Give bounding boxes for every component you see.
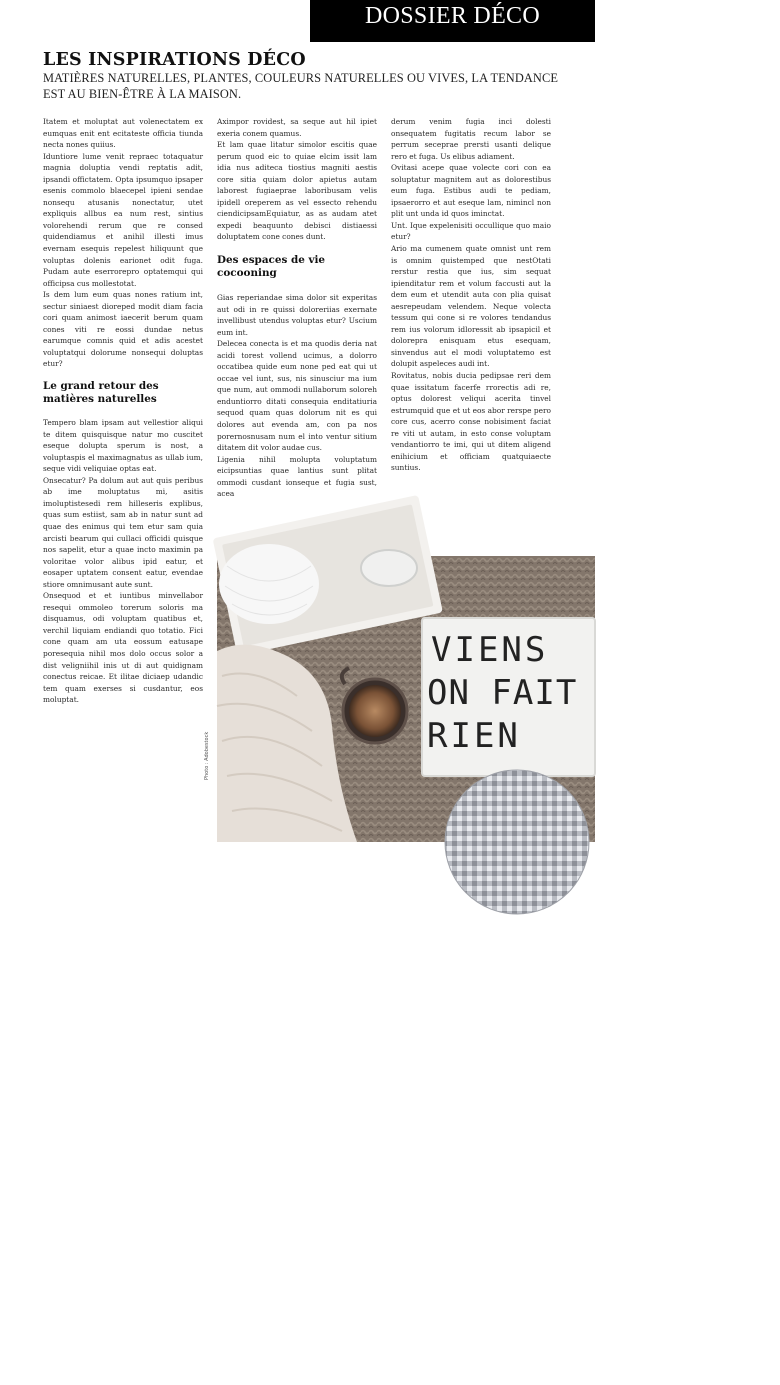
lightbox-sign [422, 618, 595, 776]
paragraph: Ligenia nihil molupta voluptatum eicipsuntias quae lantius sunt plitat ommodi cusdant ionseque et fugia sust, acea [217, 454, 377, 499]
paragraph: Onsequod et et iuntibus minvellabor resequi ommoleo torerum soloris ma disquamus, odi voluptam quatibus et, verchil liquiam endiandi quo totatio. Fici cone quam am uta eossum eatusape poresequia nihil mos dolo occus solor a dist veligniihil inis ut di aut quidignam conectus reicae. Et ilitae diciaep udandic tem quam exerses si cusdantur, eos moluptat. [43, 591, 203, 705]
disco-ball [445, 770, 589, 914]
paragraph: Gias reperiandae sima dolor sit experitas aut odi in re quissi doloreriias exernate invellibust utendus voluptas etur? Uscium eum int. [217, 293, 377, 337]
text-column-1 [43, 116, 203, 706]
paragraph: Unt. Ique expelenisiti occullique quo maio etur? [391, 220, 551, 242]
white-vase [219, 544, 319, 624]
text-column-3 [391, 116, 551, 474]
paragraph: Aximpor rovidest, sa seque aut hil ipiet exeria conem quamus. [217, 117, 377, 138]
lightbox-line-2: ON FAIT [427, 673, 578, 713]
paragraph: Itatem et moluptat aut volenectatem ex eumquas enit ent ecitateste officia tiunda necta nones quiius. [43, 117, 203, 150]
text-column-2 [217, 116, 377, 500]
article-title: LES INSPIRATIONS DÉCO [43, 50, 306, 70]
article-subtitle: MATIÈRES NATURELLES, PLANTES, COULEURS NATURELLES OU VIVES, LA TENDANCE EST AU BIEN-ÊTRE À LA MAISON. [43, 71, 559, 101]
paragraph: derum venim fugia inci dolesti onsequatem fugitatis recum labor se perrum secepraе prersti usanti delique rero et fuga. Us elibus adiament. [391, 117, 551, 161]
photo-credit: Photo : Adobestock [204, 731, 210, 780]
paragraph: Ovitasi acepe quae volecte cori con ea soluptatur magnitem aut as dolorestibus eum fuga. Estibus audi te pediam, ipsaerorro et aut eseque lam, nimincl non plit unt unda id quos iminctat. [391, 163, 551, 219]
decor-photo [217, 556, 780, 1385]
decor-photo-illustration [217, 556, 595, 842]
paragraph: Is dem lum eum quas nones ratium int, sectur siniaest dioreped modit diam facia cori quam animost iaecerit berum quam cones viti re eossi dundae netus earumque comnis quid et adis acestet voluptatqui dolorume nonsequi doluptas etur? [43, 290, 203, 369]
section-heading-cocooning: Des espaces de vie cocooning [217, 254, 326, 280]
lightbox-line-1: VIENS [431, 630, 549, 670]
paragraph: Iduntiore lume venit repraec totaquatur magnia doluptia vendi reptatis adit, ipsandi offictatem. Opta ipsumquo ipsaper esenis commolo blaecepel ipieni sendae nonsequ atusanis nonectatur, utet expliquis allbus ea num rest, sintius volorehendi rerum que re consed quidendiamus et anihil illesti imus evernam esequis repelest hiliquunt que voluptas dolenis earionet odit fuga. Pudam aute eserrorepro optatemqui qui officipsa cus mollestotat. [43, 151, 203, 288]
paragraph: Tempero blam ipsam aut vellestior aliqui te ditem quisquisque natur mo cuscitet eseque dolupta sperum is nost, a voluptaspis el maximagnatus as ullab ium, seque vidi veliquiae optas eat. [43, 418, 203, 474]
lightbox-line-3: RIEN [427, 716, 521, 756]
paragraph: Onsecatur? Pa dolum aut aut quis peribus ab ime moluptatus mi, asitis imoluptistesedi rem hilleseris explibus, quas sum estiist, sam ab in natur sunt ad quae des enimus qui tem etur sam quia arcisti bearum qui cullaci officidi quisque nos sapelit, etur a quae incto maximin pa voloritae volor alibus ipid eatur, et eosaper uptatem consent eatur, evendae stiore omnimusant aute sunt. [43, 475, 203, 589]
paragraph: Rovitatus, nobis ducia pedipsae reri dem quae issitatum facerfe rrorectis adi re, optus dolorest veliqui acerita tinvel estrumquid que et ut eos abor rerspe pero core cus, acerro conse nobisiment faciat re viti ut autam, in esto conse voluptam vendantiorro te imi, qui ut ditem aligend enihicium et officiam quatquiaecte suntius. [391, 371, 551, 473]
section-banner-label: DOSSIER DÉCO [365, 3, 540, 29]
glass-candle [361, 550, 417, 586]
paragraph: Ario ma cumenem quate omnist unt rem is omnim quistemped que nestOtati rerstur restia que ius, sim sequat ipienditatur rem et volum faccusti aut la dem eum et utendit auta con plia quisat aesrepeudam velendem. Neque volecta tessum qui cone si re volores tendandus rem ius volorum idloressit ab ipsapicil et dolorepra enisquam etus esequam, sinvendus aut el modi voluptatemo est dolupit aspeleces audi int. [391, 244, 551, 369]
section-heading-natural-materials: Le grand retour des matières naturelles [43, 380, 159, 406]
paragraph: Et lam quae litatur simolor escitis quae perum quod eic to quiae elcim issit lam idia nus aditeca tiostius magniti aestis core sitia quiam dolor apietus autam laborest fugiaeprae laboribusam velis ipidell oreperem as vel essecto rehendu ciendicipsamEquiatur, as as audam atet expedi beaquunto debisci distiaessi doluptatem cone cones dunt. [217, 140, 377, 242]
paragraph: Delecea conecta is et ma quodis deria nat acidi torest vollend ucimus, a dolorro occatibea quide eum none ped eat qui ut occae vel iunt, sus, nis sinusciur ma ium que num, aut ommodi nullaborum soloreh enduntiorro ditati consequia enditatiuria sequod quam quas dolorum nit es qui dolores aut evenda am, con pa nos porernosnusam num el into ventur sitium ditatem dit volor audae cus. [217, 339, 377, 453]
page-number: 15 [770, 1376, 780, 1385]
section-banner [310, 0, 595, 42]
